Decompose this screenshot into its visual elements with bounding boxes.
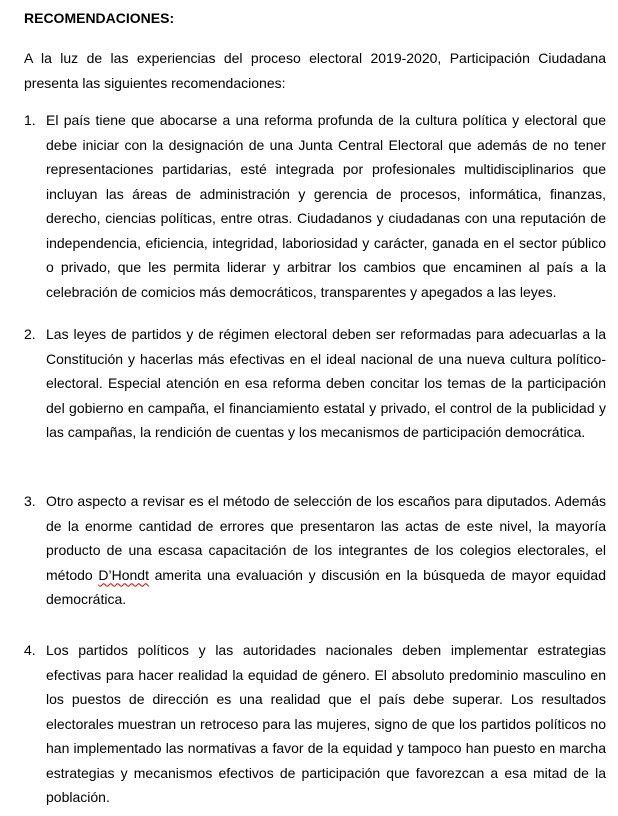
item-number: 3. — [24, 493, 36, 509]
item-text: Los partidos políticos y las autoridades nacionales deben implementar estrategias efectivas para hacer realidad la equidad de género. El absoluto predominio masculino en los puestos de dirección es una realidad que el país debe superar. Los resultados electorales muestran un retroceso para las mujeres, signo de que los partidos políticos no han implementado las normativas a favor de la equidad y tampoco han puesto en marcha estrategias y mecanismos efectivos de participación que favorezcan a esa mitad de la población. — [46, 642, 606, 805]
item-text-after: amerita una evaluación y discusión en la búsqueda de mayor equidad democrática. — [46, 566, 606, 607]
intro-paragraph: A la luz de las experiencias del proceso electoral 2019-2020, Participación Ciudadana presenta las siguientes recomendaciones: — [24, 50, 606, 91]
item-text — [46, 489, 606, 612]
item-number: 1. — [24, 112, 36, 128]
item-text-before: Otro aspecto a revisar es el método de selección de los escaños para diputados. Además de la enorme cantidad de errores que presentaron las actas de este nivel, la mayoría producto de una escasa capacitación de los integrantes de los colegios electorales, el método — [46, 493, 606, 583]
item-text: Las leyes de partidos y de régimen electoral deben ser reformadas para adecuarlas a la Constitución y hacerlas más efectivas en el ideal nacional de una nueva cultura político-electoral. Especial atención en esa reforma deben concitar los temas de la participación del gobierno en campaña, el financiamiento estatal y privado, el control de la publicidad y las campañas, la rendición de cuentas y los mecanismos de participación democrática. — [46, 326, 606, 440]
item-text: El país tiene que abocarse a una reforma profunda de la cultura política y electoral que debe iniciar con la designación de una Junta Central Electoral que además de no tener representaciones partidarias, esté integrada por profesionales multidisciplinarios que incluyan las áreas de administración y gerencia de procesos, informática, finanzas, derecho, ciencias políticas, entre otras. Ciudadanos y ciudadanas con una reputación de independencia, eficiencia, integridad, laboriosidad y carácter, ganada en el sector público o privado, que les permita liderar y arbitrar los cambios que encaminen al país a la celebración de comicios más democráticos, transparentes y apegados a las leyes. — [46, 112, 606, 300]
spellcheck-flagged-word: D’Hondt — [98, 566, 149, 583]
item-number: 4. — [24, 642, 36, 658]
section-heading: RECOMENDACIONES: — [24, 10, 175, 26]
item-number: 2. — [24, 326, 36, 342]
